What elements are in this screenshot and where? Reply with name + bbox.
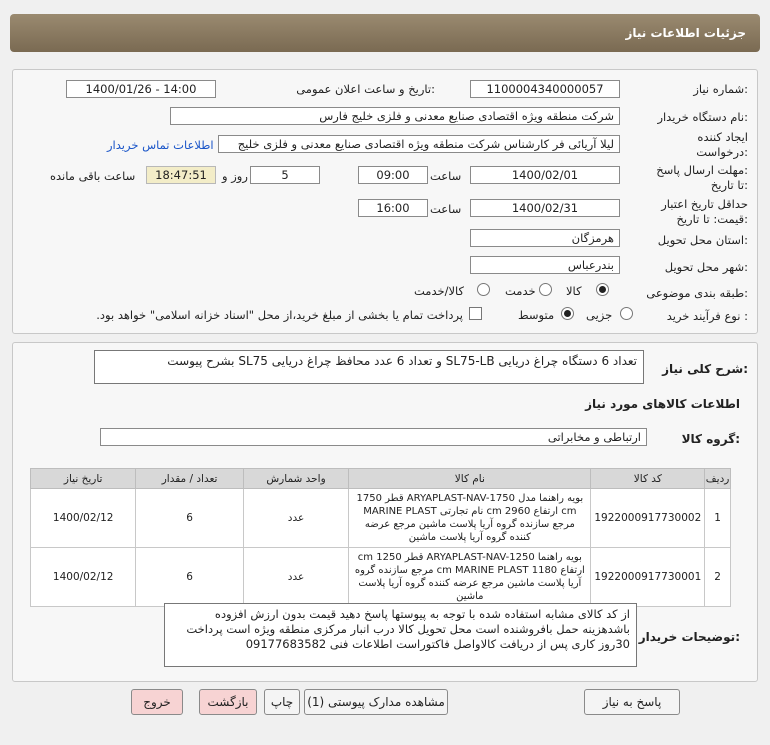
print-button[interactable]: چاپ (264, 689, 300, 715)
process-option-minor: جزیی (586, 308, 613, 322)
process-option-medium: متوسط (518, 308, 555, 322)
deadline-time-label: ساعت (430, 169, 462, 183)
buyer-notes-text: از کد کالای مشابه استفاده شده با توجه به پیوستها پاسخ دهید قیمت بدون ارزش افزوده باشدهزینه حمل بافروشنده است محل تحویل کالا درب انبار مرکزی منطقه ویژه است پرداخت 30روز کاری پس از دریافت کالاواصل فاکتوراست اطلاعات فنی 09177683582 (164, 603, 637, 667)
buyer-label: نام دستگاه خریدار: (657, 110, 748, 124)
days-label: روز و (222, 169, 248, 183)
validity-time-label: ساعت (430, 202, 462, 216)
col-unit: واحد شمارش (243, 469, 348, 489)
treasury-checkbox[interactable] (469, 307, 482, 320)
deadline-label-1: مهلت ارسال پاسخ: (656, 163, 748, 177)
cell-date: 1400/02/12 (31, 548, 136, 607)
goods-table (30, 468, 731, 607)
creator-field: لیلا آریائی فر کارشناس شرکت منطقه ویژه اقتصادی صنایع معدنی و فلزی خلیج (218, 135, 620, 153)
summary-label: شرح کلی نیاز: (662, 362, 748, 376)
deadline-time-field: 09:00 (358, 166, 428, 184)
col-date: تاریخ نیاز (31, 469, 136, 489)
contact-info-link[interactable]: اطلاعات تماس خریدار (107, 138, 214, 152)
col-code: کد کالا (591, 469, 705, 489)
validity-label-1: حداقل تاریخ اعتبار (661, 197, 748, 211)
cell-row: 1 (705, 489, 731, 548)
category-option-both: کالا/خدمت (414, 284, 465, 298)
remaining-time-field: 18:47:51 (146, 166, 216, 184)
deadline-label-2: تا تاریخ: (710, 178, 748, 192)
table-row (31, 489, 731, 548)
category-option-goods: کالا (566, 284, 582, 298)
exit-button[interactable]: خروج (131, 689, 183, 715)
buyer-notes-label: توضیحات خریدار: (638, 630, 740, 644)
creator-label-2: درخواست: (696, 145, 748, 159)
cell-name: بویه راهنما ARYAPLAST-NAV-1250 قطر 1250 cm ارتفاع 1180 cm MARINE PLAST مرجع سازنده گروه آریا پلاست ماشین مرجع عرضه کننده گروه آریا پلاست ماشین (349, 548, 591, 607)
summary-text: تعداد 6 دستگاه چراغ دریایی SL75-LB و تعداد 6 عدد محافظ چراغ دریایی SL75 بشرح پیوست (94, 350, 644, 384)
announce-field: 1400/01/26 - 14:00 (66, 80, 216, 98)
days-field: 5 (250, 166, 320, 184)
deadline-date-field: 1400/02/01 (470, 166, 620, 184)
creator-label-1: ایجاد کننده (697, 130, 748, 144)
cell-date: 1400/02/12 (31, 489, 136, 548)
goods-section-title: اطلاعات کالاهای مورد نیاز (585, 397, 740, 411)
city-field: بندرعباس (470, 256, 620, 274)
category-radio-both[interactable] (477, 283, 490, 296)
need-number-label: شماره نیاز: (693, 82, 748, 96)
cell-code: 1922000917730002 (591, 489, 705, 548)
reply-button[interactable]: پاسخ به نیاز (584, 689, 680, 715)
city-label: شهر محل تحویل: (664, 260, 748, 274)
cell-unit: عدد (243, 548, 348, 607)
attachments-button[interactable]: مشاهده مدارک پیوستی (1) (304, 689, 448, 715)
col-name: نام کالا (349, 469, 591, 489)
goods-group-label: گروه کالا: (681, 432, 740, 446)
validity-date-field: 1400/02/31 (470, 199, 620, 217)
announce-label: تاریخ و ساعت اعلان عمومی: (296, 82, 435, 96)
need-number-field: 1100004340000057 (470, 80, 620, 98)
col-qty: تعداد / مقدار (136, 469, 243, 489)
category-option-service: خدمت (505, 284, 536, 298)
cell-name: بویه راهنما مدل ARYAPLAST-NAV-1750 قطر 1750 cm ارتفاع 2960 cm نام تجارتی MARINE PLAST مرجع سازنده گروه آریا پلاست ماشین مرجع عرضه کننده گروه آریا پلاست ماشین (349, 489, 591, 548)
buyer-field: شرکت منطقه ویژه اقتصادی صنایع معدنی و فلزی خلیج فارس (170, 107, 620, 125)
category-radio-service[interactable] (539, 283, 552, 296)
cell-qty: 6 (136, 548, 243, 607)
process-label: نوع فرآیند خرید : (666, 309, 748, 323)
category-label: طبقه بندی موضوعی: (646, 286, 748, 300)
validity-label-2: قیمت: تا تاریخ: (676, 212, 748, 226)
cell-unit: عدد (243, 489, 348, 548)
process-radio-medium[interactable] (561, 307, 574, 320)
cell-code: 1922000917730001 (591, 548, 705, 607)
treasury-note: پرداخت تمام یا بخشی از مبلغ خرید،از محل "اسناد خزانه اسلامی" خواهد بود. (96, 308, 463, 322)
cell-qty: 6 (136, 489, 243, 548)
province-label: استان محل تحویل: (657, 233, 748, 247)
col-row: ردیف (705, 469, 731, 489)
page-header: جزئیات اطلاعات نیاز (10, 14, 760, 52)
category-radio-goods[interactable] (596, 283, 609, 296)
province-field: هرمزگان (470, 229, 620, 247)
table-row (31, 548, 731, 607)
goods-group-field: ارتباطی و مخابراتی (100, 428, 647, 446)
table-header-row (31, 469, 731, 489)
remaining-label: ساعت باقی مانده (50, 169, 136, 183)
cell-row: 2 (705, 548, 731, 607)
back-button[interactable]: بازگشت (199, 689, 257, 715)
process-radio-minor[interactable] (620, 307, 633, 320)
validity-time-field: 16:00 (358, 199, 428, 217)
